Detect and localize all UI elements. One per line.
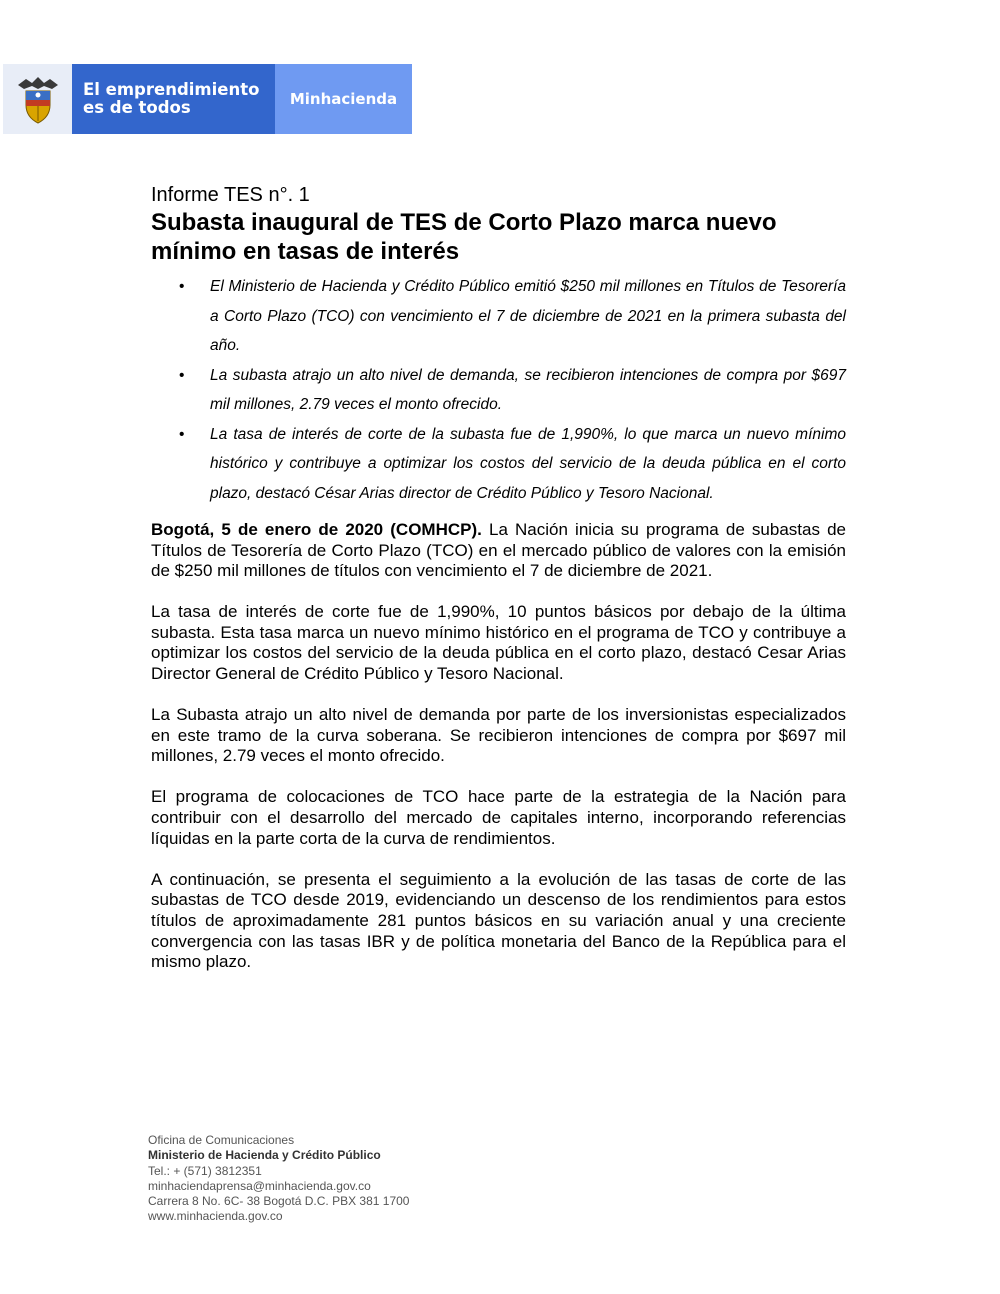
footer-email: minhaciendaprensa@minhacienda.gov.co bbox=[148, 1178, 371, 1193]
slogan-block bbox=[72, 64, 275, 134]
bullet-item bbox=[151, 361, 846, 420]
ministry-block bbox=[275, 64, 412, 134]
summary-bullets bbox=[151, 272, 846, 508]
bullet-text: La subasta atrajo un alto nivel de demanda, se recibieron intenciones de compra por $697 mil millones, 2.79 veces el monto ofrecido. bbox=[210, 366, 846, 413]
bullet-text: El Ministerio de Hacienda y Crédito Público emitió $250 mil millones en Títulos de Tesorería a Corto Plazo (TCO) con vencimiento el 7 de diciembre de 2021 en la primera subasta del año. bbox=[210, 278, 846, 354]
footer-office: Oficina de Comunicaciones bbox=[148, 1133, 295, 1147]
paragraph-3: La Subasta atrajo un alto nivel de demanda por parte de los inversionistas especializados en este tramo de la curva soberana. Se recibieron intenciones de compra por $697 mil millones, 2.79 veces el monto ofrecido. bbox=[151, 705, 846, 766]
article-body bbox=[151, 520, 846, 993]
paragraph-2: La tasa de interés de corte fue de 1,990%, 10 puntos básicos por debajo de la última subasta. Esta tasa marca un nuevo mínimo histórico en el programa de TCO y contribuye a optimizar los costos del servicio de la deuda pública en el corto plazo, destacó Cesar Arias Director General de Crédito Público y Tesoro Nacional. bbox=[151, 602, 846, 684]
footer-address: Carrera 8 No. 6C- 38 Bogotá D.C. PBX 381 1700 bbox=[148, 1194, 410, 1209]
footer-website: www.minhacienda.gov.co bbox=[148, 1209, 283, 1224]
bullet-text: La tasa de interés de corte de la subasta fue de 1,990%, lo que marca un nuevo mínimo histórico y contribuye a optimizar los costos del servicio de la deuda pública en el corto plazo, destacó César Arias director de Crédito Público y Tesoro Nacional. bbox=[210, 425, 846, 502]
bullet-icon: • bbox=[179, 278, 185, 295]
slogan-line-1: El emprendimiento bbox=[83, 80, 260, 99]
header-banner bbox=[3, 64, 412, 134]
footer-ministry: Ministerio de Hacienda y Crédito Público bbox=[148, 1148, 381, 1163]
bullet-icon: • bbox=[179, 425, 185, 443]
report-number: Informe TES n°. 1 bbox=[151, 184, 310, 206]
footer-phone: Tel.: + (571) 3812351 bbox=[148, 1163, 262, 1178]
paragraph-1-text: La Nación inicia su programa de subastas de Títulos de Tesorería de Corto Plazo (TCO) en el mercado público de valores con la emisión de $250 mil millones de títulos con vencimiento el 7 de diciembre de 2021. bbox=[151, 520, 846, 581]
paragraph-5: A continuación, se presenta el seguimiento a la evolución de las tasas de corte de las subastas de TCO desde 2019, evidenciando un descenso de los rendimientos para estos títulos de aproximadamente 281 puntos básicos en su variación anual y una creciente convergencia con las tasas IBR y de política monetaria del Banco de la República para el mismo plazo. bbox=[151, 869, 846, 972]
bullet-item bbox=[151, 420, 846, 509]
dateline: Bogotá, 5 de enero de 2020 (COMHCP). bbox=[151, 520, 482, 539]
bullet-item bbox=[151, 272, 846, 361]
bullet-icon: • bbox=[179, 366, 185, 384]
slogan-line-2: es de todos bbox=[83, 98, 191, 117]
ministry-label: Minhacienda bbox=[289, 90, 398, 108]
coat-of-arms-icon bbox=[3, 64, 72, 134]
paragraph-1 bbox=[151, 520, 846, 582]
page-title: Subasta inaugural de TES de Corto Plazo marca nuevo mínimo en tasas de interés bbox=[151, 209, 777, 265]
paragraph-4: El programa de colocaciones de TCO hace parte de la estrategia de la Nación para contribuir con el desarrollo del mercado de capitales interno, incorporando referencias líquidas en la parte corta de la curva de rendimientos. bbox=[151, 787, 846, 848]
contact-footer bbox=[148, 1133, 409, 1225]
